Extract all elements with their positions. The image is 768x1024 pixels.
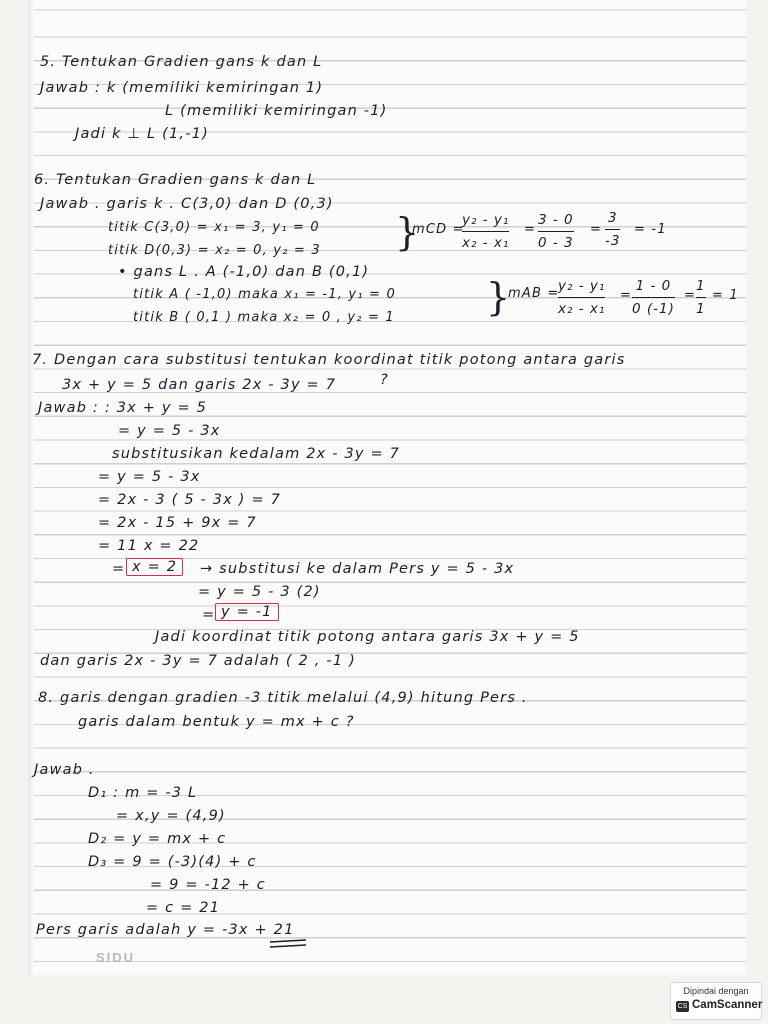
- fraction-bar: [632, 297, 675, 298]
- q6-eq-sign: =: [684, 288, 697, 303]
- camscanner-logo-icon: CS: [677, 1003, 688, 1010]
- q6-mcd-formula: [462, 212, 509, 251]
- q6-eq-sign: =: [590, 222, 603, 237]
- q7-step-5: = 2x - 15 + 9x = 7: [98, 515, 257, 531]
- q7-answer-start: Jawab : : 3x + y = 5: [38, 400, 208, 416]
- q6-brace-1: }: [395, 210, 420, 254]
- q8-d1-point: = x,y = (4,9): [116, 808, 226, 824]
- fraction-bar: [538, 231, 574, 232]
- q7-step-4: = 2x - 3 ( 5 - 3x ) = 7: [98, 492, 282, 508]
- q6-mcd-simplified: [605, 210, 620, 249]
- q6-mab-substitution-num: 1 - 0: [635, 278, 672, 294]
- q8-d2: D₂ = y = mx + c: [88, 831, 227, 847]
- q7-step-8: = y = 5 - 3 (2): [198, 584, 321, 600]
- q6-point-d: titik D(0,3) = x₂ = 0, y₂ = 3: [108, 243, 321, 258]
- q6-point-c: titik C(3,0) = x₁ = 3, y₁ = 0: [108, 220, 320, 235]
- q6-mab-simplified-den: 1: [696, 301, 706, 317]
- q5-title: 5. Tentukan Gradien gans k dan L: [40, 54, 323, 70]
- page-edge: [28, 0, 34, 975]
- q7-step-7-eq: =: [112, 561, 126, 577]
- q6-mab-formula: [558, 278, 605, 317]
- q7-step-3: = y = 5 - 3x: [98, 469, 201, 485]
- q6-eq-sign: =: [524, 222, 537, 237]
- q8-title-line2: garis dalam bentuk y = mx + c ?: [78, 714, 355, 730]
- double-underline-mark: [268, 938, 308, 950]
- q6-mcd-formula-den: x₂ - x₁: [462, 235, 510, 251]
- q7-conclusion: Jadi koordinat titik potong antara garis 3x + y = 5: [155, 629, 580, 645]
- q6-mab-formula-num: y₂ - y₁: [558, 278, 606, 294]
- q6-answer-line-k: Jawab . garis k . C(3,0) dan D (0,3): [40, 196, 334, 212]
- camscanner-watermark: [670, 982, 762, 1020]
- fraction-bar: [605, 229, 620, 230]
- q5-answer-l: L (memiliki kemiringan -1): [165, 103, 388, 119]
- q8-d3-step: = 9 = -12 + c: [150, 877, 266, 893]
- q6-mcd-formula-num: y₂ - y₁: [462, 212, 510, 228]
- q8-title: 8. garis dengan gradien -3 titik melalui (4,9) hitung Pers .: [38, 690, 528, 706]
- q6-point-a: titik A ( -1,0) maka x₁ = -1, y₁ = 0: [133, 287, 396, 302]
- q7-question-mark: ?: [380, 372, 389, 388]
- q5-conclusion: Jadi k ⊥ L (1,-1): [75, 126, 209, 142]
- q6-eq-sign: =: [620, 288, 633, 303]
- q7-step-1: = y = 5 - 3x: [118, 423, 221, 439]
- q6-mab-substitution-den: 0 (-1): [632, 301, 675, 317]
- q8-d1: D₁ : m = -3 L: [88, 785, 198, 801]
- q5-answer-k: Jawab : k (memiliki kemiringan 1): [40, 80, 324, 96]
- q7-title: 7. Dengan cara substitusi tentukan koordinat titik potong antara garis: [32, 352, 626, 368]
- q7-step-9-eq: =: [202, 607, 216, 623]
- q6-point-b: titik B ( 0,1 ) maka x₂ = 0 , y₂ = 1: [133, 310, 395, 325]
- q7-result-x-box: x = 2: [126, 558, 183, 576]
- q7-step-7: → substitusi ke dalam Pers y = 5 - 3x: [200, 561, 515, 577]
- q6-mab-label: mAB =: [508, 286, 560, 301]
- notebook-page: [28, 0, 746, 975]
- q6-mab-result: = 1: [712, 288, 739, 303]
- q6-mcd-substitution-den: 0 - 3: [538, 235, 574, 251]
- q6-mab-formula-den: x₂ - x₁: [558, 301, 606, 317]
- fraction-bar: [462, 231, 509, 232]
- q7-step-2: substitusikan kedalam 2x - 3y = 7: [112, 446, 401, 462]
- q6-mab-simplified-num: 1: [696, 278, 706, 294]
- q8-d3: D₃ = 9 = (-3)(4) + c: [88, 854, 257, 870]
- q7-step-6: = 11 x = 22: [98, 538, 200, 554]
- q6-mcd-simplified-den: -3: [605, 233, 621, 249]
- q6-mcd-label: mCD =: [412, 222, 465, 237]
- q6-mcd-substitution-num: 3 - 0: [538, 212, 574, 228]
- fraction-bar: [696, 297, 706, 298]
- q6-line-l: • gans L . A (-1,0) dan B (0,1): [118, 264, 370, 280]
- q6-mab-simplified: [696, 278, 706, 317]
- q7-conclusion-line2: dan garis 2x - 3y = 7 adalah ( 2 , -1 ): [40, 653, 356, 669]
- q8-final-equation: Pers garis adalah y = -3x + 21: [36, 922, 295, 938]
- q7-title-line2: 3x + y = 5 dan garis 2x - 3y = 7: [62, 377, 337, 393]
- q6-brace-2: }: [486, 275, 511, 319]
- fraction-bar: [558, 297, 605, 298]
- q8-d3-result: = c = 21: [146, 900, 221, 916]
- scanner-caption: Dipindai dengan: [683, 986, 749, 996]
- paper-brand-watermark: SIDU: [96, 950, 136, 965]
- q6-mcd-simplified-num: 3: [607, 210, 618, 226]
- q6-mab-substitution: [632, 278, 675, 317]
- q6-mcd-substitution: [538, 212, 574, 251]
- q7-result-y-box: y = -1: [215, 603, 279, 621]
- q6-mcd-result: = -1: [634, 222, 667, 237]
- q8-answer-start: Jawab .: [34, 762, 95, 778]
- scanner-brand: CamScanner: [692, 999, 763, 1011]
- q6-title: 6. Tentukan Gradien gans k dan L: [34, 172, 317, 188]
